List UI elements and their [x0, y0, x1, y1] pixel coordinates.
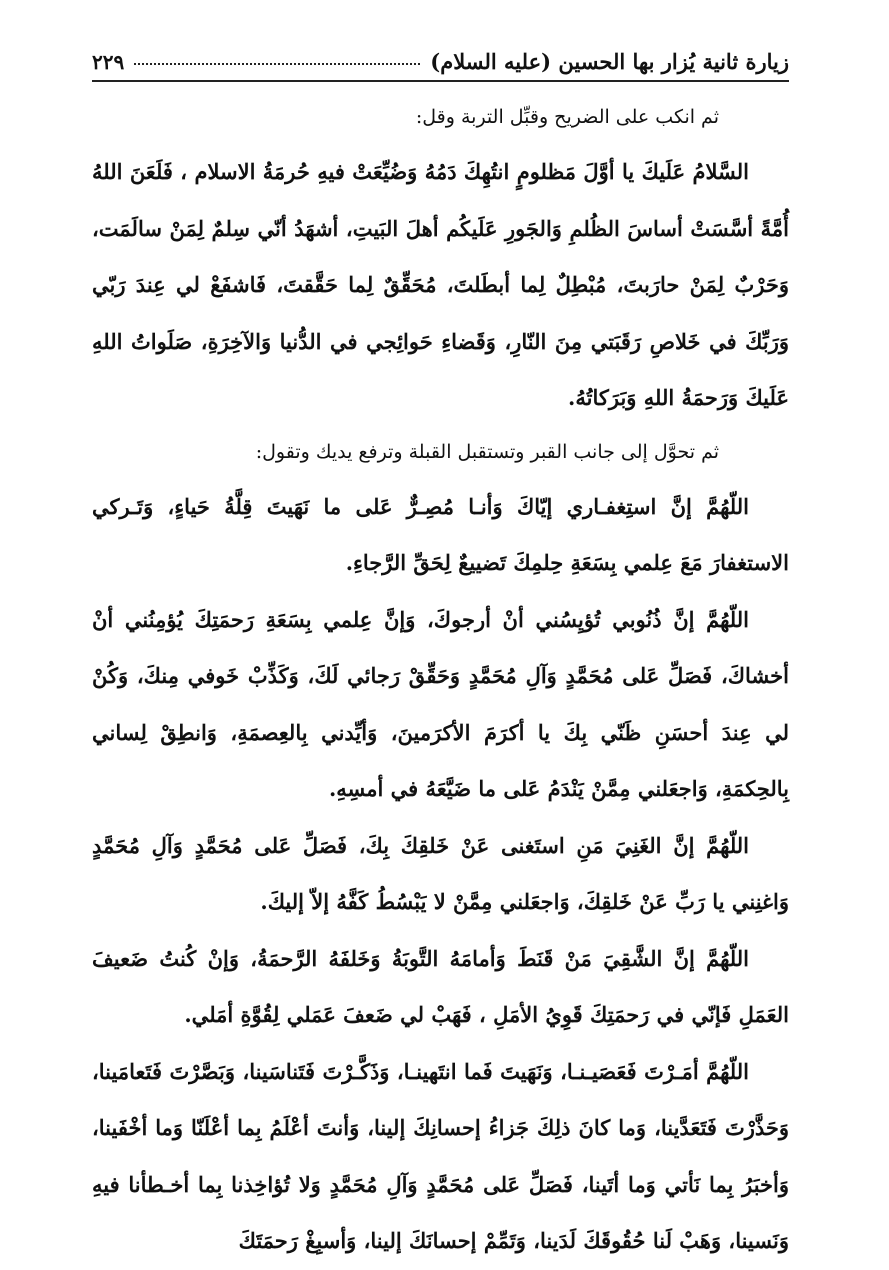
prayer-paragraph-5: اللّهُمَّ إنَّ الشَّقِيَ مَنْ قَنَطَ وَأمامَهُ التَّوبَةُ وَخَلفَهُ الرَّحمَةُ، وَإنْ كُنتُ ضَعيفَ العَمَلِ فَإنّي في رَحمَتِكَ قَوِيُ الأمَلِ ، فَهَبْ لي ضَعفَ عَمَلي لِقُوَّةِ أمَلي. [92, 945, 789, 1027]
prayer-paragraph-1: السَّلامُ عَلَيكَ يا أوَّلَ مَظلومٍ انتُهِكَ دَمُهُ وَضُيِّعَتْ فيهِ حُرمَةُ الاسلام ، فَلَعَنَ اللهُ أُمَّةً أسَّسَتْ أساسَ الظُلمِ وَالجَورِ عَلَيكُم أهلَ البَيتِ، أشهَدُ أنّي سِلمٌ لِمَنْ سالَمَت، وَحَرْبٌ لِمَنْ حارَبتَ، مُبْطِلٌ لِما أبطَلتَ، مُحَقِّقٌ لِما حَقَّقتَ، فَاشفَعْ لي عِندَ رَبّي وَرَبِّكَ في خَلاصِ رَقَبَتي مِنَ النّارِ، وَقَضاءِ حَوائِجي في الدُّنيا وَالآخِرَةِ، صَلَواتُ اللهِ عَلَيكَ وَرَحمَةُ اللهِ وَبَرَكاتُهُ. [92, 159, 789, 410]
instruction-2: ثم تحوَّل إلى جانب القبر وتستقبل القبلة وترفع يديك وتقول: [255, 440, 719, 463]
page-number: ٢٢٩ [92, 50, 125, 74]
prayer-paragraph-3: اللّهُمَّ إنَّ ذُنُوبي تُؤيِسُني أنْ أرجوكَ، وَإنَّ عِلمي بِسَعَةِ رَحمَتِكَ يُؤمِنُني أنْ أخشاكَ، فَصَلِّ عَلى مُحَمَّدٍ وَآلِ مُحَمَّدٍ وَحَقِّقْ رَجائي لَكَ، وَكَذِّبْ خَوفي مِنكَ، وَكُنْ لي عِندَ أحسَنِ ظَنّي بِكَ يا أكرَمَ الأكرَمينَ، وَأيِّدني بِالعِصمَةِ، وَانطِقْ لِساني بِالحِكمَةِ، وَاجعَلني مِمَّنْ يَنْدَمُ عَلى ما ضَيَّعَهُ في أمسِهِ. [92, 606, 789, 801]
running-header-title: زيارة ثانية يُزار بها الحسين (عليه السلام) [430, 49, 789, 74]
page-body [92, 92, 789, 1270]
prayer-paragraph-6: اللّهُمَّ أمَـرْتَ فَعَصَيـنـا، وَنَهَيتَ فَما انتَهينـا، وَذَكَّـرْتَ فَتَناسَينا، وَبَصَّرْتَ فَتَعامَينا، وَحَذَّرْتَ فَتَعَدَّينا، وَما كانَ ذلِكَ جَزاءُ إحسانِكَ إلينا، وَأنتَ أعْلَمُ بِما أعْلَنّا وَما أخْفَينا، وَأخبَرُ بِما نَأتي وَما أتَينا، فَصَلِّ عَلى مُحَمَّدٍ وَآلِ مُحَمَّدٍ وَلا تُؤاخِذنا بِما أخـطأنا فيهِ وَنَسينا، وَهَبْ لَنا حُقُوقَكَ لَدَينا، وَتَمِّمْ إحسانَكَ إلينا، وَأسبِغْ رَحمَتَكَ [92, 1058, 789, 1253]
prayer-paragraph-2: اللّهُمَّ إنَّ استِغفـاري إيّاكَ وَأنـا مُصِـرٌّ عَلى ما نَهَيتَ قِلَّةُ حَياءٍ، وَتَـركي الاستغفارَ مَعَ عِلمي بِسَعَةِ حِلمِكَ تَضييعٌ لِحَقِّ الرَّجاءِ. [92, 493, 789, 575]
header-dot-leader [134, 63, 420, 65]
header-rule [92, 80, 789, 82]
prayer-paragraph-4: اللّهُمَّ إنَّ الغَنِيَ مَنِ استَغنى عَنْ خَلقِكَ بِكَ، فَصَلِّ عَلى مُحَمَّدٍ وَآلِ مُحَمَّدٍ وَاغنِني يا رَبِّ عَنْ خَلقِكَ، وَاجعَلني مِمَّنْ لا يَبْسُطُ كَفَّهُ إلاّ إليكَ. [92, 832, 789, 914]
running-header [92, 34, 789, 74]
instruction-1: ثم انكب على الضريح وقبِّل التربة وقل: [415, 106, 719, 128]
